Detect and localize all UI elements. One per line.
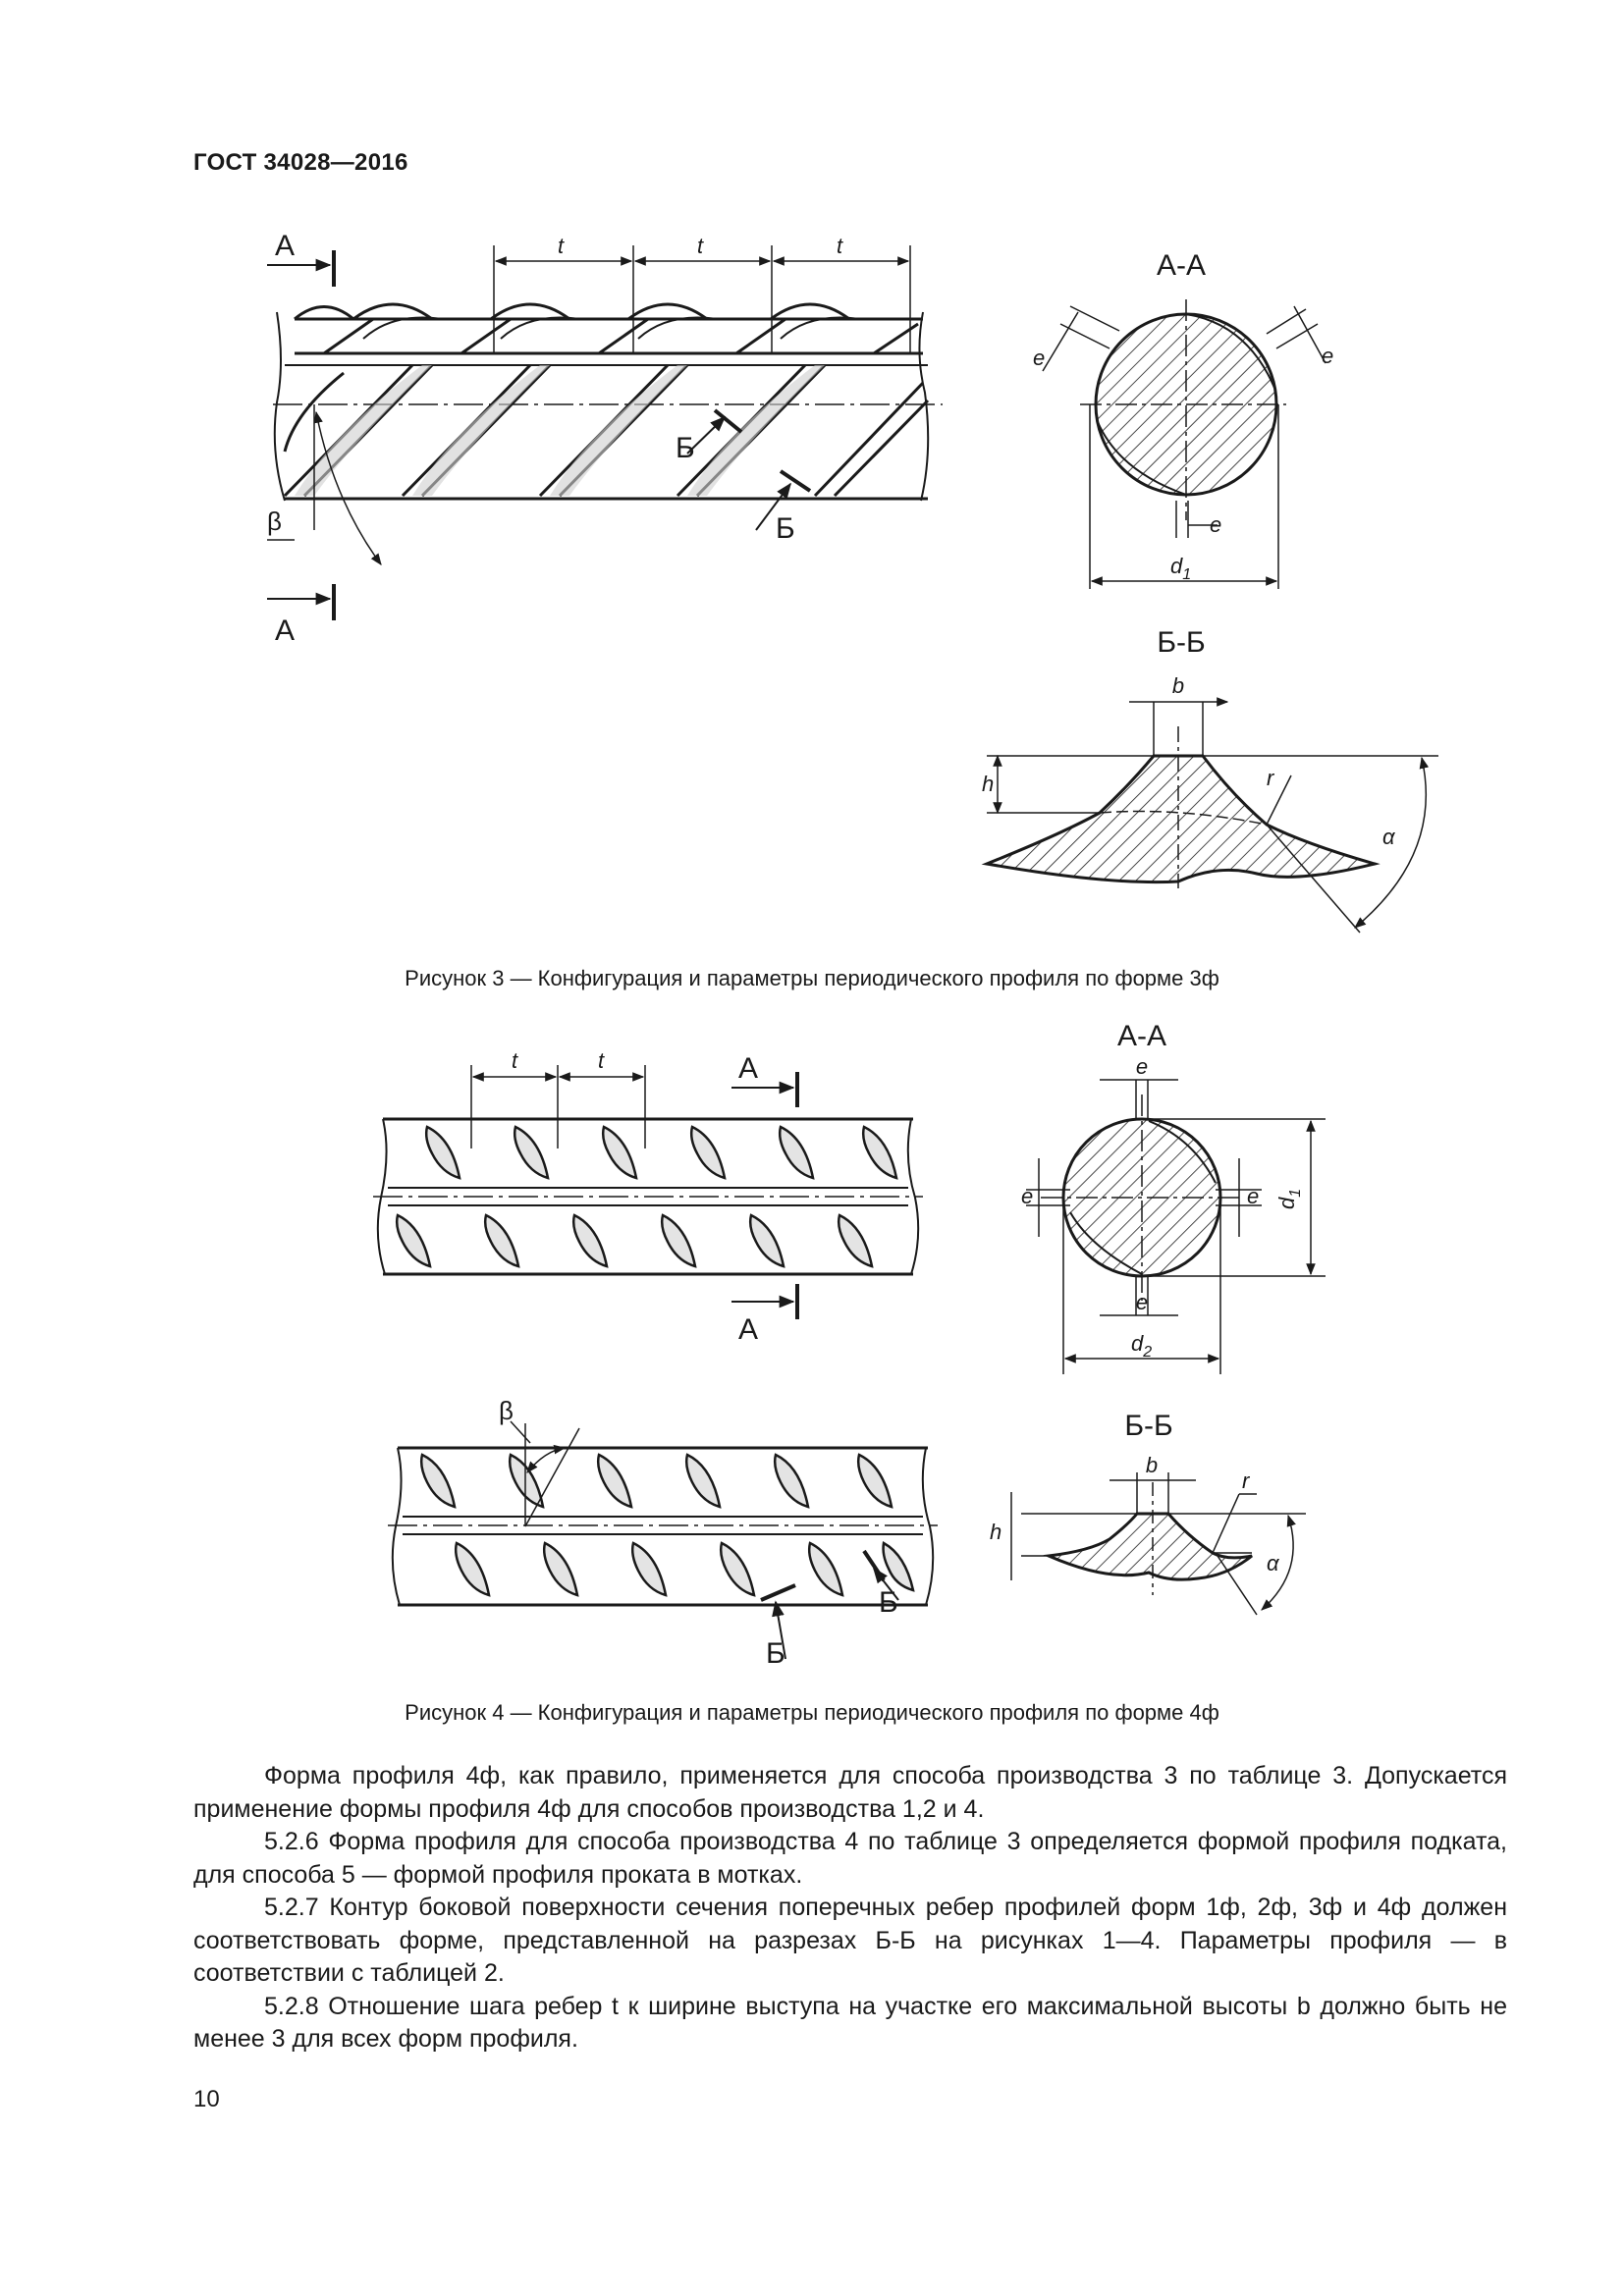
fig4-t2-label: t	[597, 1048, 605, 1073]
fig3-t1-label: t	[557, 234, 565, 258]
fig3-r-dim-label: r	[1267, 766, 1274, 790]
fig4-e-bottom-label: e	[1135, 1290, 1149, 1314]
fig4-e-right-label: e	[1247, 1184, 1260, 1208]
fig4-alpha-label: α	[1267, 1551, 1279, 1575]
fig4-b-cut1-label: Б	[766, 1637, 785, 1670]
fig4-d2-label: $d_2$	[1131, 1331, 1153, 1361]
fig3-section-bb-title: Б-Б	[1157, 626, 1206, 659]
fig3-b-cut1-label: Б	[676, 432, 695, 464]
fig4-b-cut2-label: Б	[879, 1586, 898, 1619]
figure3-bar-view	[267, 230, 943, 647]
figure4-section-bb	[990, 1410, 1306, 1615]
fig3-section-aa-title: А-А	[1156, 249, 1207, 282]
fig3-a-top-label: А	[275, 230, 296, 262]
paragraph-5-2-6: 5.2.6 Форма профиля для способа производства 4 по таблице 3 определяется формой профиля подката, для способа 5 — формой профиля проката в мотках.	[193, 1828, 1507, 1889]
fig3-a-bottom-label: А	[275, 614, 296, 647]
fig3-e-bottom-label: e	[1210, 512, 1222, 537]
fig4-b-dim-label: b	[1145, 1453, 1159, 1477]
paragraph-5-2-7: 5.2.7 Контур боковой поверхности сечения поперечных ребер профилей форм 1ф, 2ф, 3ф и 4ф должен соответствовать форме, представленной на разрезах Б-Б на рисунках 1—4. Параметры профиля — в соответствии с таблицей 2.	[193, 1894, 1507, 1987]
figure4-caption: Рисунок 4 — Конфигурация и параметры периодического профиля по форме 4ф	[405, 1700, 1219, 1725]
fig3-b-dim-label: b	[1171, 673, 1185, 698]
paragraph-5-2-8: 5.2.8 Отношение шага ребер t к ширине выступа на участке его максимальной высоты b должно быть не менее 3 для всех форм профиля.	[193, 1992, 1507, 2053]
figure4-section-aa	[1021, 1020, 1326, 1374]
page-number: 10	[193, 2086, 220, 2112]
body-text	[193, 1760, 1507, 2056]
fig3-t3-label: t	[836, 234, 843, 258]
fig3-t2-label: t	[696, 234, 704, 258]
fig3-h-dim-label: h	[982, 772, 995, 796]
fig4-section-bb-title: Б-Б	[1124, 1410, 1173, 1442]
figure3-section-bb	[982, 626, 1438, 933]
figure4-bar-view-bottom	[388, 1396, 938, 1670]
fig3-alpha-label: α	[1382, 825, 1395, 849]
figure4-bar-view-top	[373, 1048, 923, 1346]
fig4-e-left-label: e	[1021, 1184, 1034, 1208]
figure3-caption: Рисунок 3 — Конфигурация и параметры периодического профиля по форме 3ф	[405, 966, 1219, 990]
figure3-section-aa	[1033, 249, 1333, 589]
fig3-d-label: $d_1$	[1170, 554, 1192, 583]
document-header: ГОСТ 34028—2016	[193, 149, 408, 176]
fig3-e-right-label: e	[1322, 344, 1334, 368]
fig4-r-dim-label: r	[1242, 1468, 1250, 1493]
fig4-a-top-label: А	[738, 1052, 759, 1085]
fig4-section-aa-title: А-А	[1116, 1020, 1167, 1052]
fig4-beta-label: β	[499, 1396, 514, 1425]
fig3-e-left-label: e	[1033, 346, 1046, 370]
fig4-t1-label: t	[511, 1048, 518, 1073]
fig4-a-bottom-label: А	[738, 1313, 759, 1346]
paragraph-form-4f: Форма профиля 4ф, как правило, применяется для способа производства 3 по таблице 3. Допускается применение формы профиля 4ф для способов производства 1,2 и 4.	[193, 1762, 1507, 1823]
fig4-d1-label: $d_1$	[1274, 1188, 1304, 1209]
fig3-beta-label: β	[267, 507, 282, 536]
fig3-b-cut2-label: Б	[776, 512, 795, 545]
fig4-e-top-label: e	[1135, 1054, 1149, 1079]
fig4-h-dim-label: h	[990, 1520, 1002, 1544]
